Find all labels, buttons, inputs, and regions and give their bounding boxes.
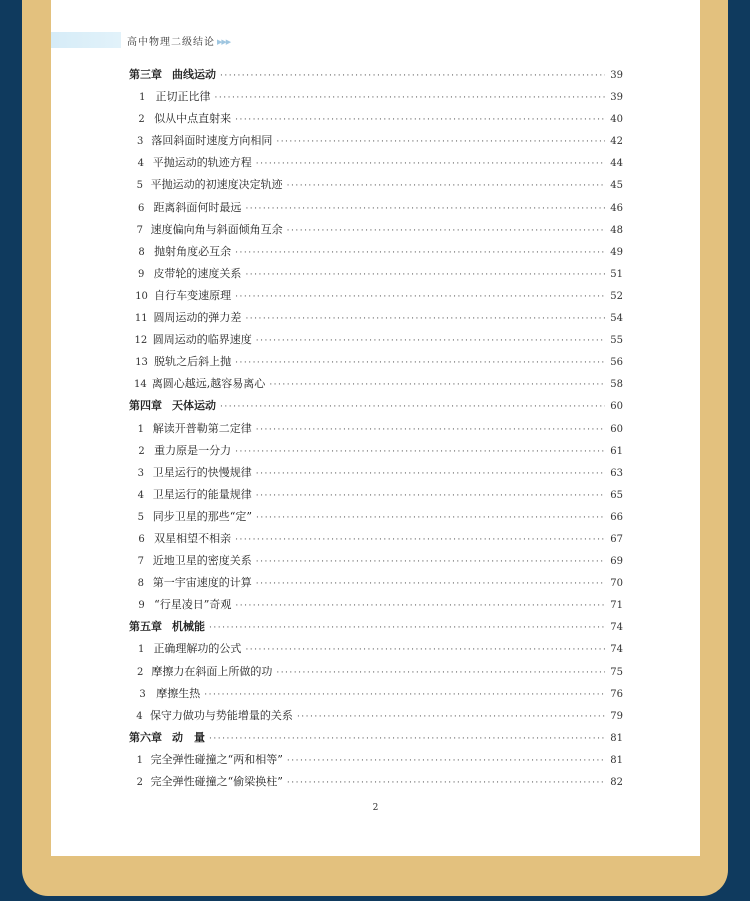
entry-title: 落回斜面时速度方向相同 — [151, 134, 273, 148]
dot-leader — [245, 639, 605, 661]
toc-entry-row[interactable] — [129, 263, 623, 285]
entry-number: 1 — [137, 423, 145, 435]
dot-leader — [235, 286, 605, 308]
toc-chapter-row[interactable] — [129, 616, 623, 638]
toc-entry-row[interactable] — [129, 661, 623, 683]
header-arrows-icon: ▶▶▶ — [217, 38, 231, 46]
entry-title: 天体运动 — [172, 399, 216, 413]
entry-page-number: 55 — [610, 335, 623, 347]
entry-number: 2 — [136, 777, 143, 788]
dot-leader — [287, 220, 605, 242]
entry-number: 4 — [137, 158, 145, 170]
dot-leader — [287, 175, 605, 197]
dot-leader — [287, 772, 605, 794]
entry-page-number: 81 — [610, 754, 623, 766]
entry-page-number: 74 — [610, 644, 623, 656]
entry-number: 10 — [135, 290, 148, 302]
toc-entry-row[interactable] — [129, 197, 623, 219]
dot-leader — [256, 153, 605, 175]
toc-entry-row[interactable] — [129, 130, 623, 152]
dot-leader — [269, 374, 605, 396]
toc-chapter-row[interactable] — [129, 727, 623, 749]
entry-title: 平抛运动的轨迹方程 — [152, 156, 252, 170]
toc-entry-row[interactable] — [129, 572, 623, 594]
toc-entry-row[interactable] — [129, 683, 623, 705]
document-page — [51, 0, 700, 856]
entry-number: 3 — [139, 688, 146, 700]
toc-entry-row[interactable] — [129, 771, 623, 793]
chapter-number: 第三章 — [129, 68, 162, 81]
entry-page-number: 44 — [610, 158, 623, 170]
entry-page-number: 52 — [610, 290, 623, 302]
entry-number: 11 — [134, 313, 148, 325]
entry-page-number: 60 — [610, 401, 623, 413]
entry-page-number: 48 — [610, 224, 623, 236]
dot-leader — [204, 684, 605, 706]
toc-entry-row[interactable] — [129, 241, 623, 263]
entry-page-number: 67 — [610, 533, 623, 545]
entry-page-number: 75 — [610, 666, 623, 678]
entry-title: 机械能 — [172, 620, 205, 634]
toc-entry-row[interactable] — [129, 86, 623, 108]
toc-entry-row[interactable] — [129, 351, 623, 373]
entry-page-number: 42 — [610, 136, 623, 148]
toc-entry-row[interactable] — [129, 506, 623, 528]
entry-title: 卫星运行的快慢规律 — [152, 465, 252, 479]
toc-entry-row[interactable] — [129, 528, 623, 550]
entry-number: 1 — [138, 644, 145, 656]
toc-entry-row[interactable] — [129, 594, 623, 616]
toc-entry-row[interactable] — [129, 550, 623, 572]
dot-leader — [256, 507, 605, 529]
entry-title: 完全弹性碰撞之“两和相等” — [150, 752, 283, 766]
dot-leader — [256, 330, 605, 352]
entry-title: 距离斜面何时最远 — [153, 200, 242, 214]
header-band — [51, 32, 121, 48]
entry-number: 4 — [136, 710, 143, 722]
entry-title: 曲线运动 — [172, 68, 216, 81]
dot-leader — [215, 87, 605, 109]
entry-title: “行星凌日”奇观 — [154, 598, 232, 612]
entry-number: 13 — [135, 357, 148, 369]
entry-title: 正确理解功的公式 — [153, 642, 242, 656]
entry-number: 8 — [138, 246, 145, 258]
entry-page-number: 81 — [610, 732, 623, 744]
entry-number: 1 — [139, 92, 146, 104]
entry-page-number: 69 — [610, 556, 623, 568]
entry-page-number: 82 — [610, 777, 623, 788]
toc-entry-row[interactable] — [129, 329, 623, 351]
toc-entry-row[interactable] — [129, 462, 623, 484]
entry-page-number: 71 — [610, 600, 623, 612]
entry-title: 正切正比律 — [155, 90, 211, 104]
entry-title: 动 量 — [172, 730, 205, 744]
toc-entry-row[interactable] — [129, 285, 623, 307]
entry-title: 圆周运动的临界速度 — [152, 333, 252, 347]
entry-number: 3 — [136, 136, 144, 148]
dot-leader — [220, 65, 605, 87]
entry-page-number: 60 — [610, 423, 623, 435]
dot-leader — [235, 109, 605, 131]
entry-number: 12 — [134, 335, 148, 347]
dot-leader — [235, 441, 605, 463]
entry-page-number: 63 — [610, 467, 623, 479]
entry-number: 14 — [134, 379, 147, 391]
entry-number: 1 — [136, 754, 143, 766]
dot-leader — [235, 242, 605, 264]
entry-title: 完全弹性碰撞之“偷梁换柱” — [150, 775, 283, 788]
entry-page-number: 74 — [610, 622, 623, 634]
entry-number: 9 — [138, 268, 145, 280]
entry-number: 7 — [137, 556, 145, 568]
entry-number: 2 — [138, 114, 145, 126]
entry-page-number: 39 — [610, 70, 623, 81]
dot-leader — [256, 573, 605, 595]
toc-entry-row[interactable] — [129, 108, 623, 130]
entry-title: 摩擦力在斜面上所做的功 — [151, 664, 273, 678]
chapter-number: 第六章 — [129, 730, 162, 744]
entry-title: 摩擦生热 — [156, 686, 201, 700]
entry-page-number: 61 — [610, 445, 623, 457]
dot-leader — [256, 551, 605, 573]
entry-page-number: 58 — [610, 379, 623, 391]
entry-page-number: 76 — [610, 688, 623, 700]
toc-entry-row[interactable] — [129, 440, 623, 462]
entry-number: 3 — [137, 467, 145, 479]
entry-title: 离圆心越远,越容易离心 — [151, 377, 266, 391]
entry-title: 平抛运动的初速度决定轨迹 — [150, 178, 283, 192]
entry-title: 同步卫星的那些“定” — [152, 509, 252, 523]
table-of-contents — [129, 64, 623, 793]
entry-page-number: 39 — [610, 92, 623, 104]
dot-leader — [245, 198, 605, 220]
entry-page-number: 51 — [610, 268, 623, 280]
dot-leader — [209, 617, 605, 639]
entry-number: 5 — [136, 180, 143, 192]
chapter-number: 第四章 — [129, 399, 162, 413]
entry-number: 2 — [138, 445, 145, 457]
entry-title: 似从中点直射来 — [154, 112, 232, 126]
entry-number: 4 — [137, 489, 145, 501]
entry-title: 脱轨之后斜上抛 — [154, 355, 232, 369]
entry-page-number: 46 — [610, 202, 623, 214]
dot-leader — [235, 595, 605, 617]
toc-entry-row[interactable] — [129, 307, 623, 329]
entry-title: 第一宇宙速度的计算 — [152, 576, 252, 590]
entry-page-number: 49 — [610, 246, 623, 258]
entry-title: 解读开普勒第二定律 — [152, 421, 252, 435]
entry-page-number: 45 — [610, 180, 623, 192]
entry-page-number: 40 — [610, 114, 623, 126]
dot-leader — [256, 463, 605, 485]
entry-number: 5 — [137, 511, 145, 523]
dot-leader — [276, 131, 605, 153]
entry-page-number: 56 — [610, 357, 623, 369]
entry-title: 保守力做功与势能增量的关系 — [149, 708, 293, 722]
entry-title: 卫星运行的能量规律 — [152, 487, 252, 501]
entry-title: 抛射角度必互余 — [154, 244, 232, 258]
entry-title: 重力原是一分力 — [154, 443, 232, 457]
entry-number: 9 — [138, 600, 145, 612]
entry-page-number: 70 — [610, 578, 623, 590]
dot-leader — [245, 264, 605, 286]
dot-leader — [245, 308, 605, 330]
entry-page-number: 66 — [610, 511, 623, 523]
toc-chapter-row[interactable] — [129, 395, 623, 417]
toc-chapter-row[interactable] — [129, 64, 623, 86]
entry-title: 近地卫星的密度关系 — [152, 554, 252, 568]
toc-entry-row[interactable] — [129, 152, 623, 174]
entry-page-number: 65 — [610, 489, 623, 501]
entry-title: 自行车变速原理 — [154, 288, 232, 302]
entry-title: 双星相望不相亲 — [154, 531, 232, 545]
dot-leader — [297, 706, 605, 728]
dot-leader — [220, 396, 605, 418]
dot-leader — [209, 728, 605, 750]
entry-page-number: 79 — [610, 710, 623, 722]
dot-leader — [256, 419, 605, 441]
dot-leader — [235, 352, 605, 374]
entry-number: 8 — [137, 578, 145, 590]
toc-entry-row[interactable] — [129, 705, 623, 727]
toc-entry-row[interactable] — [129, 174, 623, 196]
entry-number: 6 — [138, 533, 145, 545]
entry-page-number: 54 — [610, 313, 623, 325]
toc-entry-row[interactable] — [129, 219, 623, 241]
toc-entry-row[interactable] — [129, 373, 623, 395]
running-header: 高中物理二级结论 — [127, 37, 215, 48]
dot-leader — [276, 662, 605, 684]
toc-entry-row[interactable] — [129, 638, 623, 660]
chapter-number: 第五章 — [129, 620, 162, 634]
dot-leader — [235, 529, 605, 551]
entry-number: 7 — [136, 224, 143, 236]
page-number: 2 — [372, 803, 379, 813]
entry-number: 2 — [136, 666, 144, 678]
toc-entry-row[interactable] — [129, 418, 623, 440]
dot-leader — [256, 485, 605, 507]
toc-entry-row[interactable] — [129, 484, 623, 506]
toc-entry-row[interactable] — [129, 749, 623, 771]
entry-title: 皮带轮的速度关系 — [153, 266, 242, 280]
entry-number: 6 — [138, 202, 145, 214]
entry-title: 圆周运动的弹力差 — [153, 311, 242, 325]
dot-leader — [287, 750, 605, 772]
entry-title: 速度偏向角与斜面倾角互余 — [150, 222, 283, 236]
